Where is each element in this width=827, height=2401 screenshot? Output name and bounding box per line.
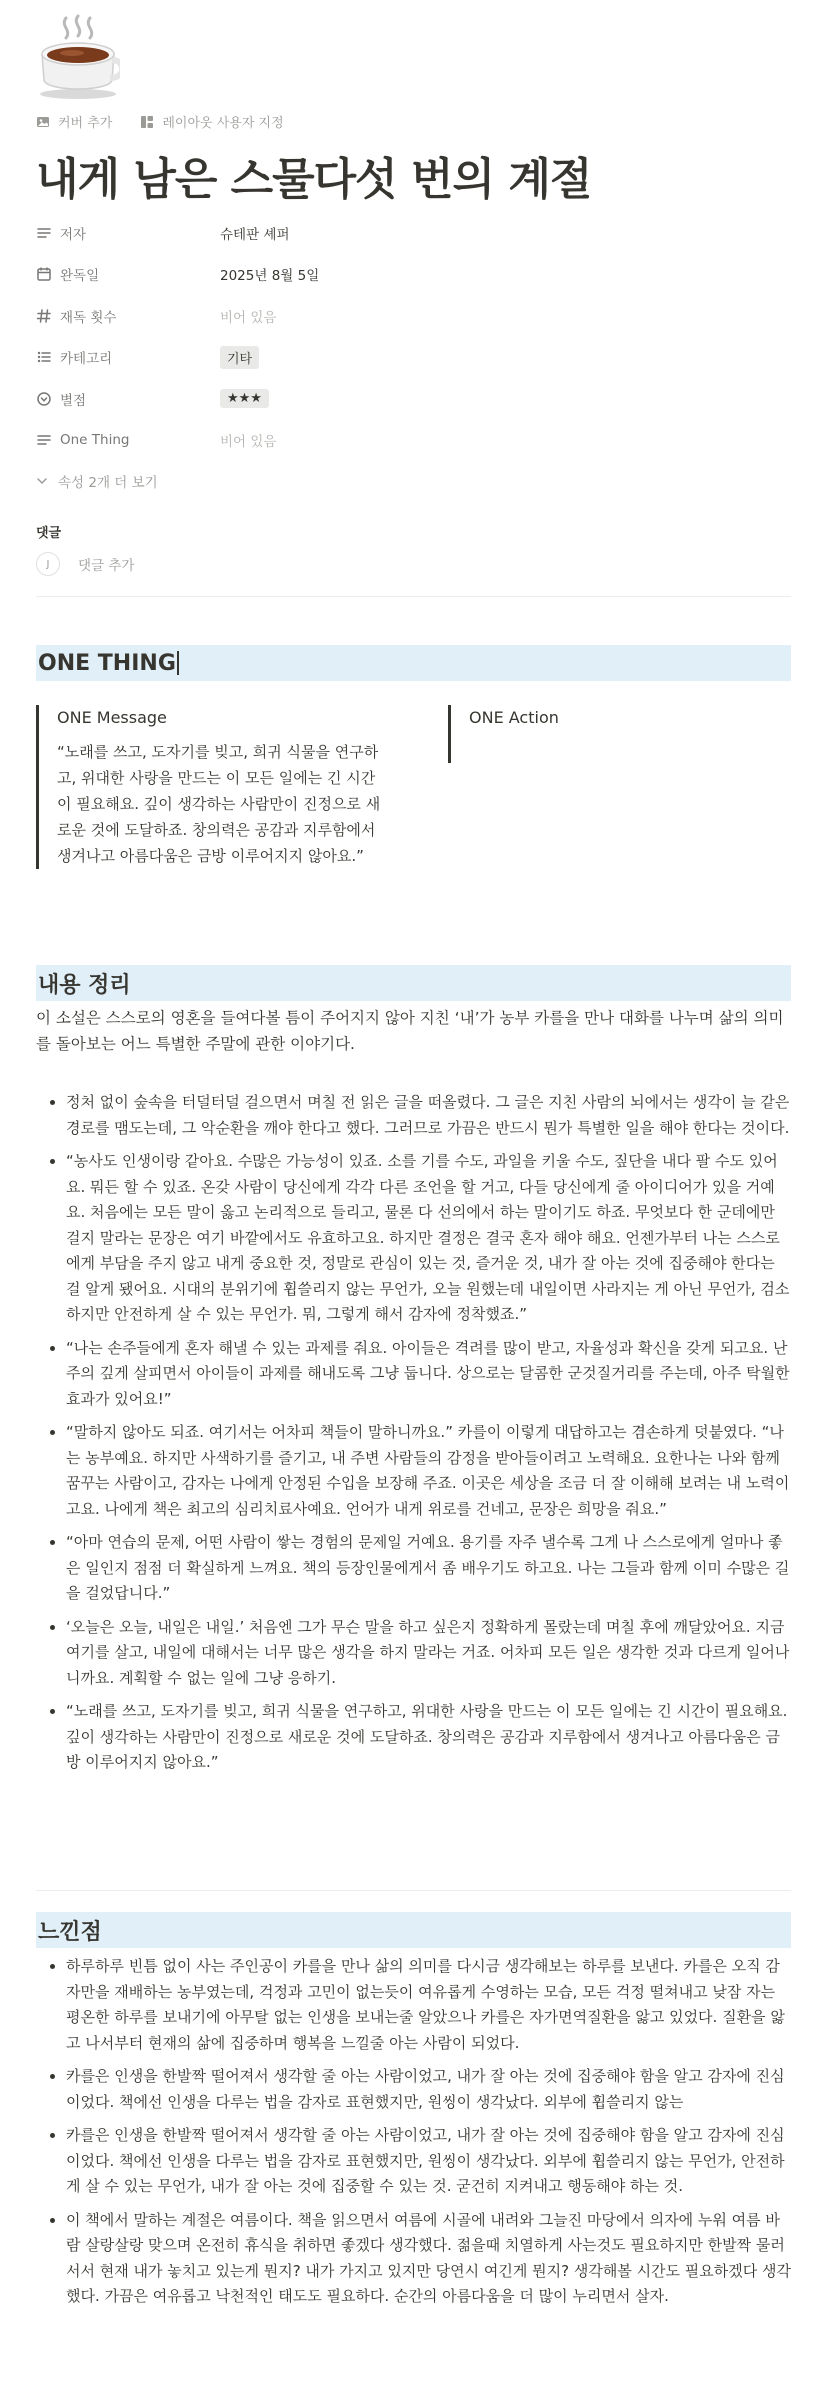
one-message-title: ONE Message (57, 708, 167, 727)
property-value[interactable]: 2025년 8월 5일 (220, 268, 320, 285)
list-item[interactable]: • 카를은 인생을 한발짝 떨어져서 생각할 줄 아는 사람이었고, 내가 잘 아는 것에 집중해야 함을 알고 감자에 진심이었다. 책에선 인생을 다루는 법을 감자로 표현했지만, 원씽이 생각났다. 외부에 휩쓸리지 않는 무언가, 안전하게 살 수 있는 무언가, 내가 잘 아는 것에 집중할 수 있는 것. 굳건히 지켜내고 행동해야 하는 것. (66, 2123, 791, 2200)
list-item[interactable]: • 카를은 인생을 한발짝 떨어져서 생각할 줄 아는 사람이었고, 내가 잘 아는 것에 집중해야 함을 알고 감자에 진심이었다. 책에선 인생을 다루는 법을 감자로 표현했지만, 원씽이 생각났다. 외부에 휩쓸리지 않는 (66, 2064, 791, 2115)
divider (36, 1890, 791, 1891)
text-lines-icon (36, 225, 52, 241)
chevron-down-icon (36, 475, 48, 487)
text-lines-icon (36, 432, 52, 448)
property-name: One Thing (60, 432, 130, 449)
select-icon (36, 391, 52, 407)
list-item[interactable]: • “나는 손주들에게 혼자 해낼 수 있는 과제를 줘요. 아이들은 격려를 많이 받고, 자율성과 확신을 갖게 되고요. 난 주의 깊게 살피면서 아이들이 과제를 해내도록 그냥 둡니다. 상으로는 달콤한 군것질거리를 주는데, 아주 탁월한 효과가 있어요!” (66, 1336, 791, 1413)
calendar-icon (36, 266, 52, 282)
property-name: 저자 (60, 226, 87, 243)
add-cover-button[interactable] (36, 112, 112, 131)
list-item[interactable]: • 이 책에서 말하는 계절은 여름이다. 책을 읽으면서 여름에 시골에 내려와 그늘진 마당에서 의자에 누워 여름 바람 살랑살랑 맞으며 온전히 휴식을 취하면 좋겠다 생각했다. 젊을때 치열하게 사는것도 필요하지만 한발짝 물러서서 현재 내가 놓치고 있는게 뭔지? 내가 가지고 있지만 당연시 여긴게 뭔지? 생각해볼 시간도 필요하겠다 생각했다. 가끔은 여유롭고 낙천적인 태도도 필요하다. 순간의 아름다움을 더 많이 누리면서 살자. (66, 2208, 791, 2310)
property-finish-date[interactable] (36, 254, 791, 296)
hash-icon (36, 308, 52, 324)
layout-icon (140, 115, 154, 129)
summary-intro[interactable]: 이 소설은 스스로의 영혼을 들여다볼 틈이 주어지지 않아 지친 ‘내’가 농부 카를을 만나 대화를 나누며 삶의 의미를 돌아보는 어느 특별한 주말에 관한 이야기다. (36, 1009, 784, 1053)
coffee-cup-icon[interactable] (36, 14, 120, 100)
property-reread-count[interactable] (36, 295, 791, 337)
rating-chip[interactable]: ★★★ (220, 389, 269, 408)
show-more-label: 속성 2개 더 보기 (58, 475, 158, 491)
summary-list (36, 1090, 791, 1784)
one-message-text: “노래를 쓰고, 도자기를 빚고, 희귀 식물을 연구하고, 위대한 사랑을 만드는 이 모든 일에는 긴 시간이 필요해요. 깊이 생각하는 사람만이 진정으로 새로운 것에 도달하죠. 창의력은 공감과 지루함에서 생겨나고 아름다움은 금방 이루어지지 않아요.” (57, 743, 381, 865)
image-icon (36, 115, 50, 129)
property-name: 별점 (60, 392, 87, 409)
add-cover-label: 커버 추가 (58, 116, 113, 131)
add-comment-placeholder: 댓글 추가 (78, 558, 135, 574)
heading-text: 내용 정리 (38, 972, 131, 998)
list-item[interactable]: • 하루하루 빈틈 없이 사는 주인공이 카를을 만나 삶의 의미를 다시금 생각해보는 하루를 보낸다. 카를은 오직 감자만을 재배하는 농부였는데, 걱정과 고민이 없는듯이 여유롭게 수영하는 모습, 모든 걱정 떨쳐내고 낮잠 자는 평온한 하루를 보내기에 아무탈 없는 인생을 보내는줄 알았으나 카를은 자가면역질환을 앓고 있었다. 질환을 앓고 나서부터 현재의 삶에 집중하며 행복을 느낄줄 아는 사람이 되었다. (66, 1954, 791, 2056)
one-action-title: ONE Action (469, 708, 559, 727)
list-item[interactable]: • “아마 연습의 문제, 어떤 사람이 쌓는 경험의 문제일 거예요. 용기를 자주 낼수록 그게 나 스스로에게 얼마나 좋은 일인지 점점 더 확실하게 느껴요. 책의 등장인물에게서 좀 배우기도 하고요. 나는 그들과 함께 이미 수많은 길을 걸었답니다.” (66, 1530, 791, 1607)
list-item[interactable]: • 정처 없이 숲속을 터덜터덜 걸으면서 며칠 전 읽은 글을 떠올렸다. 그 글은 지친 사람의 뇌에서는 생각이 늘 같은 경로를 맴도는데, 그 악순환을 깨야 한다고 했다. 그러므로 가끔은 반드시 뭔가 특별한 일을 해야 한다는 것이다. (66, 1090, 791, 1141)
property-category[interactable] (36, 337, 791, 379)
heading-summary[interactable] (36, 965, 791, 1001)
text-cursor (177, 651, 179, 675)
properties-panel (36, 212, 791, 501)
comments-label: 댓글 (36, 526, 62, 541)
property-name: 완독일 (60, 268, 100, 285)
property-rating[interactable] (36, 378, 791, 420)
one-message-quote[interactable] (36, 705, 388, 869)
show-more-properties-button[interactable] (36, 461, 791, 501)
property-value-empty[interactable]: 비어 있음 (220, 309, 277, 326)
page-actions (36, 112, 284, 131)
customize-layout-label: 레이아웃 사용자 지정 (162, 116, 284, 131)
property-one-thing[interactable] (36, 420, 791, 462)
property-author[interactable] (36, 212, 791, 254)
heading-one-thing[interactable] (36, 645, 791, 681)
list-item[interactable]: • “농사도 인생이랑 같아요. 수많은 가능성이 있죠. 소를 기를 수도, 과일을 키울 수도, 짚단을 내다 팔 수도 있어요. 뭐든 할 수 있죠. 온갖 사람이 당신에게 각각 다른 조언을 할 거고, 다들 당신에게 줄 아이디어가 있을 거예요. 처음에는 모든 말이 옳고 논리적으로 들리고, 물론 다 선의에서 하는 말이기도 하죠. 무엇보다 한 군데에만 걸지 말라는 문장은 여기 바깥에서도 유효하고요. 하지만 결정은 결국 혼자 해야 해요. 언젠가부터 나는 스스로에게 부담을 주지 않고 내게 중요한 것, 정말로 관심이 있는 것, 즐거운 것, 내가 잘 아는 것에 집중해야 한다는 걸 알게 됐어요. 시대의 분위기에 휩쓸리지 않는 무언가, 오늘 원했는데 내일이면 사라지는 게 아닌 무언가, 검소하지만 안전하게 살 수 있는 무언가. 뭐, 그렇게 해서 감자에 정착했죠.” (66, 1149, 791, 1328)
property-name: 재독 횟수 (60, 309, 117, 326)
add-comment-input[interactable] (36, 552, 134, 576)
list-item[interactable]: • ‘오늘은 오늘, 내일은 내일.’ 처음엔 그가 무슨 말을 하고 싶은지 정확하게 몰랐는데 며칠 후에 깨달았어요. 지금 여기를 살고, 내일에 대해서는 너무 많은 생각을 하지 말라는 거죠. 어차피 모든 일은 생각한 것과 다르게 일어나니까요. 계획할 수 없는 일에 그냥 응하기. (66, 1615, 791, 1692)
page-title[interactable]: 내게 남은 스물다섯 번의 계절 (36, 154, 592, 205)
heading-impressions[interactable] (36, 1912, 791, 1948)
list-item[interactable]: • “노래를 쓰고, 도자기를 빚고, 희귀 식물을 연구하고, 위대한 사랑을 만드는 이 모든 일에는 긴 시간이 필요해요. 깊이 생각하는 사람만이 진정으로 새로운 것에 도달하죠. 창의력은 공감과 지루함에서 생겨나고 아름다움은 금방 이루어지지 않아요.” (66, 1699, 791, 1776)
impressions-list (36, 1954, 791, 2318)
divider (36, 596, 791, 597)
heading-text: 느낀점 (38, 1919, 102, 1945)
property-value-empty[interactable]: 비어 있음 (220, 434, 277, 451)
heading-text: ONE THING (38, 650, 176, 676)
one-action-quote[interactable] (448, 705, 791, 763)
list-item[interactable]: • “말하지 않아도 되죠. 여기서는 어차피 책들이 말하니까요.” 카를이 이렇게 대답하고는 겸손하게 덧붙였다. “나는 농부예요. 하지만 사색하기를 즐기고, 내 주변 사람들의 감정을 받아들이려고 노력해요. 요한나는 나와 함께 꿈꾸는 사람이고, 감자는 나에게 안정된 수입을 보장해 주죠. 이곳은 세상을 조금 더 잘 이해해 보려는 내 노력이고요. 나에게 책은 최고의 심리치료사예요. 언어가 내게 위로를 건네고, 문장은 희망을 줘요.” (66, 1420, 791, 1522)
category-chip[interactable]: 기타 (220, 346, 259, 369)
property-value[interactable]: 슈테판 셰퍼 (220, 226, 290, 243)
customize-layout-button[interactable] (140, 112, 283, 131)
avatar: J (36, 552, 60, 576)
list-icon (36, 349, 52, 365)
property-name: 카테고리 (60, 351, 113, 368)
